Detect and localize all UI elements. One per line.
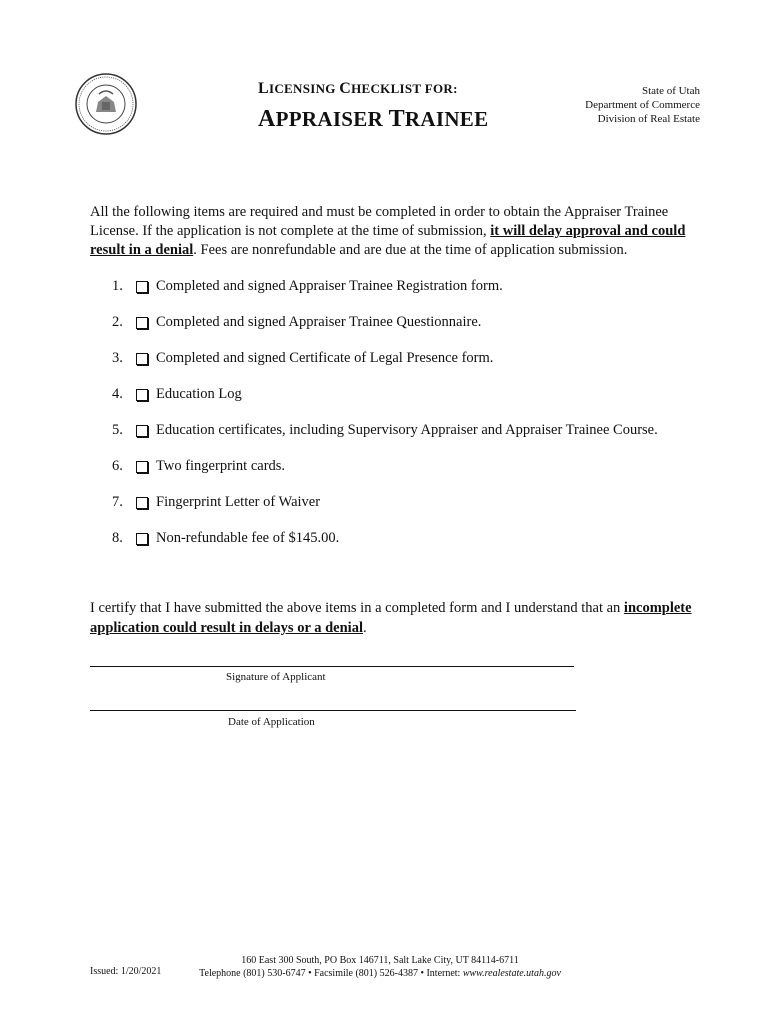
date-line[interactable] [90,710,576,711]
document-title [258,80,488,133]
checkbox[interactable] [136,281,148,293]
signature-label: Signature of Applicant [226,671,326,683]
footer-contact-line: Telephone (801) 530-6747 • Facsimile (801) 526-4387 • Internet: www.realestate.utah.gov [199,968,561,979]
checkbox[interactable] [136,461,148,473]
checklist-item: 2. Completed and signed Appraiser Trainee Questionnaire. [112,314,482,330]
checkbox[interactable] [136,497,148,509]
checklist [112,278,658,566]
certification-warning: incomplete application could result in delays or a denial [90,600,692,636]
intro-warning: it will delay approval and could result in a denial [90,223,686,258]
agency-division: Division of Real Estate [597,113,700,125]
agency-block [585,84,700,126]
footer-contact [190,954,570,980]
website-link[interactable]: www.realestate.utah.gov [462,968,561,979]
state-of-utah-seal-icon [74,72,138,136]
intro-paragraph: All the following items are required and must be completed in order to obtain the Appraiser Trainee License. If the application is not complete at the time of submission, it will delay approval and could result in a denial. Fees are nonrefundable and are due at the time of application submission. [90,204,686,258]
signature-line[interactable] [90,666,574,667]
checklist-item: 8. Non-refundable fee of $145.00. [112,530,340,546]
checkbox[interactable] [136,425,148,437]
checklist-item: 5. Education certificates, including Supervisory Appraiser and Appraiser Trainee Course. [112,422,658,438]
checklist-item: 3. Completed and signed Certificate of Legal Presence form. [112,350,494,366]
issued-date: Issued: 1/20/2021 [90,966,162,977]
title-line-2: APPRAISER TRAINEE [258,106,489,132]
checkbox[interactable] [136,317,148,329]
date-label: Date of Application [228,716,315,728]
agency-state: State of Utah [641,85,700,97]
agency-department: Department of Commerce [585,99,700,111]
checklist-item: 7. Fingerprint Letter of Waiver [112,494,321,510]
checkbox[interactable] [136,389,148,401]
footer-address: 160 East 300 South, PO Box 146711, Salt Lake City, UT 84114-6711 [241,955,519,966]
checkbox[interactable] [136,533,148,545]
title-line-1: LICENSING CHECKLIST FOR: [258,80,458,97]
checklist-item: 4. Education Log [112,386,242,402]
checklist-item: 6. Two fingerprint cards. [112,458,286,474]
certification-paragraph: I certify that I have submitted the above items in a completed form and I understand that an incomplete application could result in delays or a denial. [90,600,692,636]
checkbox[interactable] [136,353,148,365]
checklist-item: 1. Completed and signed Appraiser Trainee Registration form. [112,278,503,294]
